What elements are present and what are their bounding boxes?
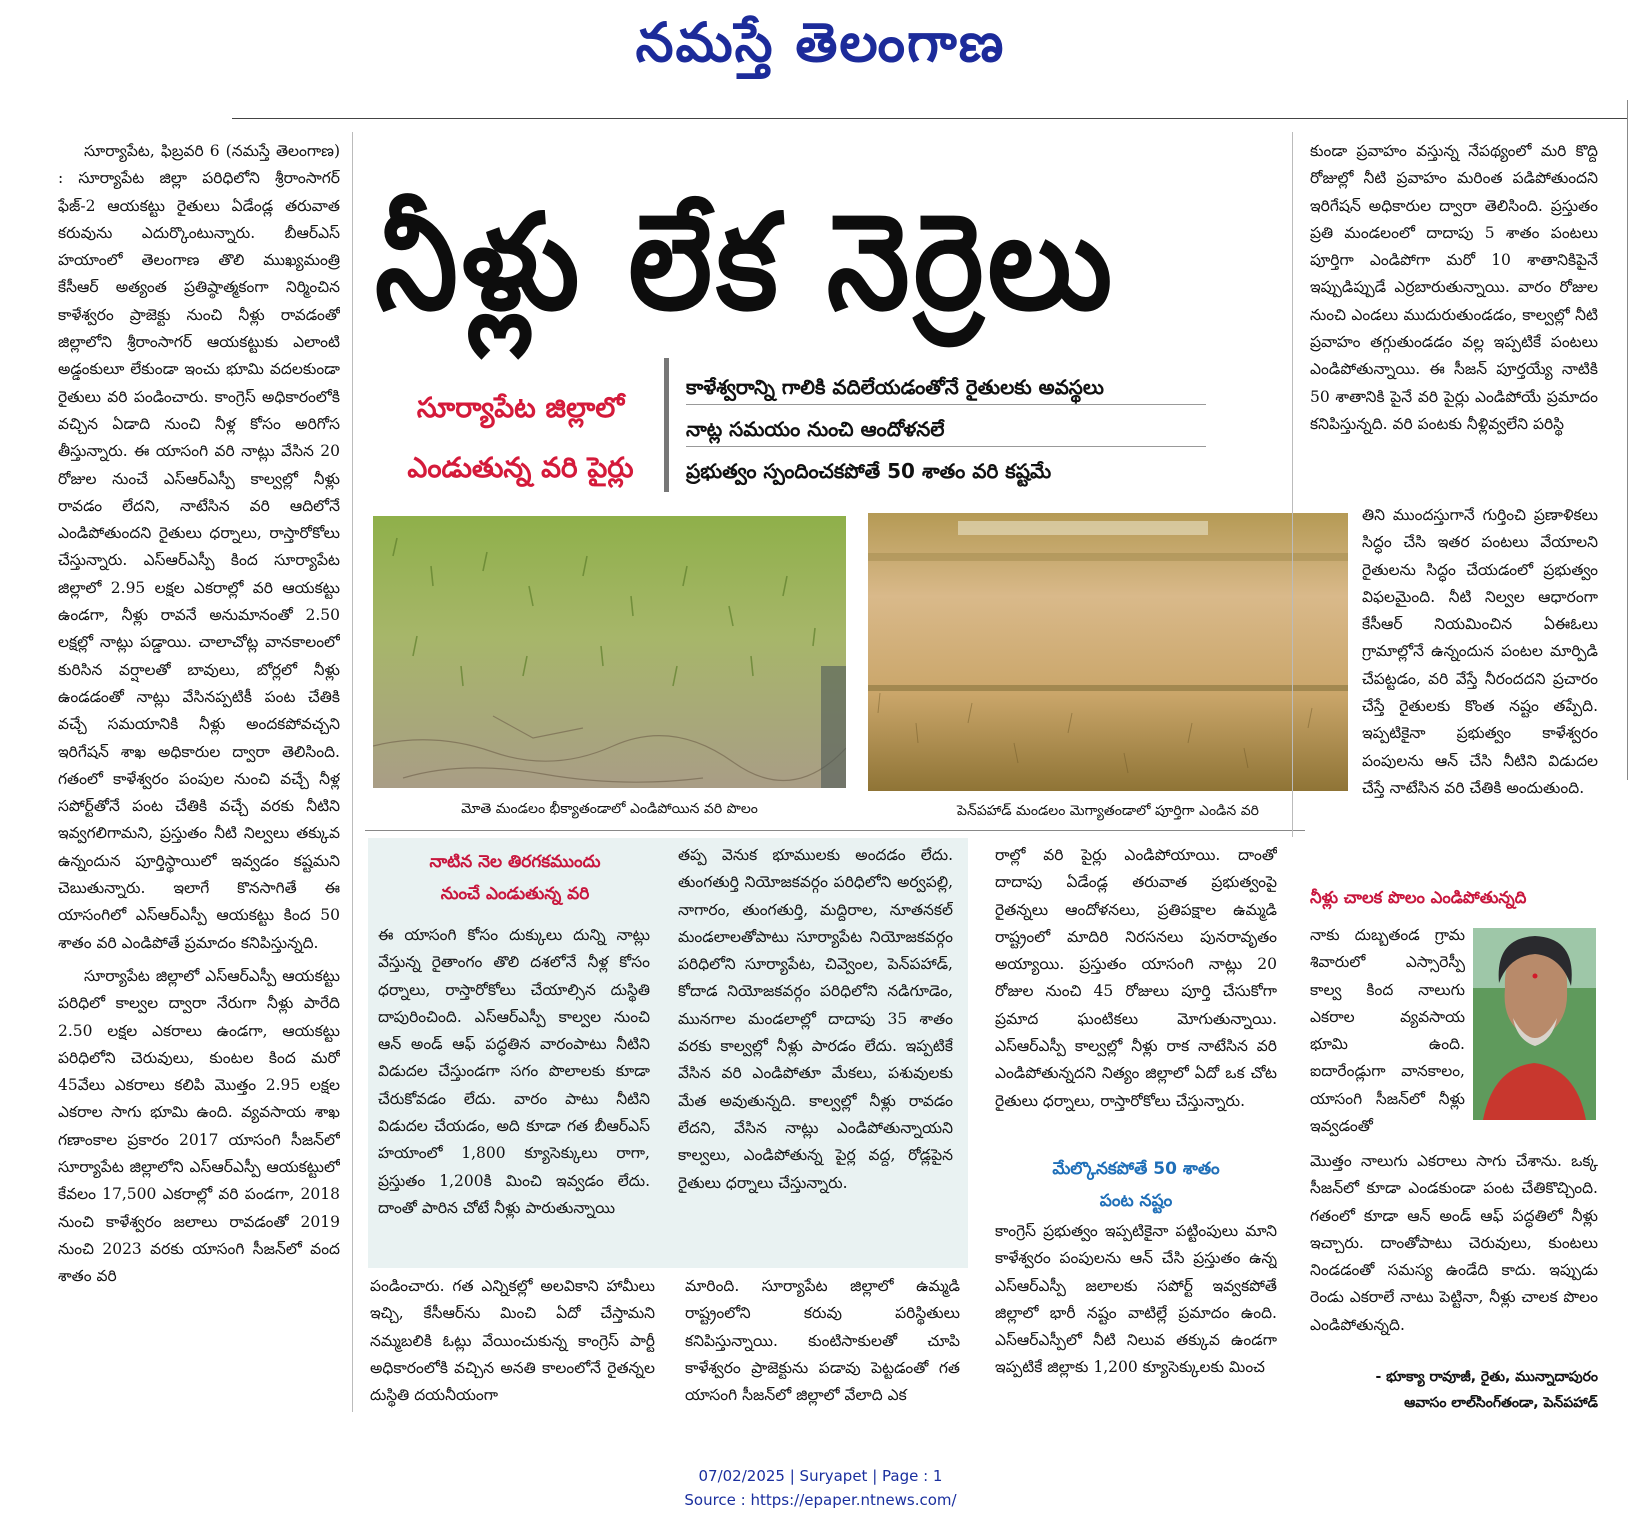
article-right-narrow-column: తిని ముందస్తుగానే గుర్తించి ప్రణాళికలు సిద్ధం చేసి ఇతర పంటలు వేయాలని రైతులను సిద్ధం చేయడంలో ప్రభుత్వం విఫలమైంది. నీటి నిల్వల ఆధారంగా కేసీఆర్ నియమించిన ఏఈఓలు గ్రామాల్లోనే ఉన్నందున పంటల మార్పిడి చేపట్టడం, వరి వేస్తే నీరందదని ప్రచారం చేస్తే రైతులకు కొంత నష్టం తప్పేది. ఇప్పటికైనా ప్రభుత్వం కాళేశ్వరం పంపులను ఆన్ చేసి నీటిని విడుదల చేస్తే నాటేసిన వరి చేతికి అందుతుంది. <box>1362 506 1598 797</box>
subhead-3: ప్రభుత్వం స్పందించకపోతే 50 శాతం వరి కష్టమే <box>686 459 1052 483</box>
box-heading <box>375 846 655 910</box>
farmer-portrait <box>1473 928 1596 1120</box>
box-heading-line-1: నాటిన నెల తిరగకముందు <box>429 852 601 872</box>
photo-rule <box>365 830 1305 831</box>
article-middle-column-2: తప్ప వెనుక భూములకు అందడం లేదు. తుంగతుర్తి నియోజకవర్గం పరిధిలోని అర్వపల్లి, నాగారం, తుంగతుర్తి, మద్దిరాల, నూతనకల్ మండలాలతోపాటు సూర్యాపేట నియోజకవర్గం పరిధిలోని సూర్యాపేట, చివ్వెంల, పెన్‌పహాడ్, కోదాడ నియోజకవర్గం పరిధిలోని నడిగూడెం, మునగాల మండలాల్లో దాదాపు 35 శాతం వరకు కాల్వల్లో నీళ్లు పారడం లేదు. ఇప్పటికే వేసిన వరి ఎండిపోతూ మేకలు, పశువులకు మేత అవుతున్నది. కాల్వల్లో నీళ్లు రావడం లేదని, వేసిన నాట్లు ఎండిపోతున్నాయని కాల్వలు, ఎండిపోతున్న పైర్ల వద్ద, రోడ్లపైన రైతులు ధర్నాలు చేస్తున్నారు. <box>678 846 953 1192</box>
article-paragraph: సూర్యాపేట, ఫిబ్రవరి 6 (నమస్తే తెలంగాణ) : సూర్యాపేట జిల్లా పరిధిలోని శ్రీరాంసాగర్ ఫేజ్-2 ఆయకట్టు రైతులు ఏడేండ్ల తరువాత కరువును ఎదుర్కొంటున్నారు. బీఆర్ఎస్ హయాంలో తెలంగాణ తొలి ముఖ్యమంత్రి కేసీఆర్ అత్యంత ప్రతిష్ఠాత్మకంగా నిర్మించిన కాళేశ్వరం ప్రాజెక్టు నుంచి నీళ్లు రావడంతో జిల్లాలోని శ్రీరాంసాగర్ ఆయకట్టుకు ఎలాంటి అడ్డంకులూ లేకుండా ఇంచు భూమి వదలకుండా రైతులు వరి పండించారు. కాంగ్రెస్ అధికారంలోకి వచ్చిన ఏడాది నుంచి నీళ్ల కోసం అరిగోస తీస్తున్నారు. ఈ యాసంగి వరి నాట్లు వేసిన 20 రోజుల నుంచే ఎస్ఆర్ఎస్పీ కాల్వల్లో నీళ్లు రావడం లేదని, నాటేసిన వరి ఆదిలోనే ఎండిపోతుందని రైతులు ధర్నాలు, రాస్తారోకోలు చేస్తున్నారు. ఎస్ఆర్ఎస్పీ కింద సూర్యాపేట జిల్లాలో 2.95 లక్షల ఎకరాల్లో వరి ఆయకట్టు ఉండగా, నీళ్లు రావనే అనుమానంతో 2.50 లక్షల్లో నాట్లు పడ్డాయి. చాలాచోట్ల వానకాలంలో కురిసిన వర్షాలతో బావులు, బోర్లలో నీళ్లు ఉండడంతో నాట్లు వేసినప్పటికీ పంట చేతికి వచ్చే సమయానికి నీళ్లు అందకపోవచ్చని ఇరిగేషన్ శాఖ అధికారుల ద్వారా తెలిసింది. గతంలో కాళేశ్వరం పంపుల నుంచి వచ్చే నీళ్ల సపోర్ట్‌తోనే పంట చేతికి వచ్చే వరకు నీటిని ఇవ్వగలిగామని, ప్రస్తుతం నీటి నిల్వలు తక్కువ ఉన్నందున పూర్తిస్థాయిలో ఇవ్వడం కష్టమని చెబుతున్నారు. ఇలాగే కొనసాగితే ఈ యాసంగిలో ఎస్ఆర్ఎస్పీ ఆయకట్టు కింద 50 శాతం వరి ఎండిపోతే ప్రమాదం కనిపిస్తున్నది. <box>58 142 340 952</box>
subhead-divider <box>664 358 669 492</box>
article-middle-column-3b: కాంగ్రెస్ ప్రభుత్వం ఇప్పటికైనా పట్టింపులు మాని కాళేశ్వరం పంపులను ఆన్ చేసి ప్రస్తుతం ఉన్న ఎస్ఆర్ఎస్పీ జలాలకు సపోర్ట్ ఇవ్వకపోతే జిల్లాలో భారీ నష్టం వాటిల్లే ప్రమాదం ఉంది. ఎస్ఆర్ఎస్పీలో నీటి నిలువ తక్కువ ఉండగా ఇప్పటికే జిల్లాకు 1,200 క్యూసెక్కులకు మించ <box>995 1222 1277 1377</box>
box-heading-line-2: నుంచే ఎండుతున్న వరి <box>440 884 590 904</box>
column-divider <box>1627 100 1628 780</box>
quote-signature <box>1290 1364 1598 1416</box>
article-bottom-column-2: మారింది. సూర్యాపేట జిల్లాలో ఉమ్మడి రాష్ట్రంలోని కరువు పరిస్థితులు కనిపిస్తున్నాయి. కుంటిసాకులతో చూపి కాళేశ్వరం ప్రాజెక్టును పడావు పెట్టడంతో గత యాసంగి సీజన్‌లో జిల్లాలో వేలాది ఎక <box>685 1277 960 1405</box>
quote-text-top: నాకు దుబ్బతండ గ్రామ శివారులో ఎస్సారెస్పీ కాల్వ కింద నాలుగు ఎకరాల వ్యవసాయ భూమి ఉంది. ఐదారేండ్లుగా వానకాలం, యాసంగి సీజన్‌లో నీళ్లు ఇవ్వడంతో <box>1310 926 1465 1136</box>
sub-heading-loss <box>995 1153 1277 1217</box>
kicker-line-2: ఎండుతున్న వరి పైర్లు <box>407 451 634 484</box>
masthead-rule <box>232 118 1627 119</box>
article-bottom-column-1: పండించారు. గత ఎన్నికల్లో అలవికాని హామీలు ఇచ్చి, కేసీఆర్‌ను మించి ఏదో చేస్తామని నమ్మబలికి ఓట్లు వేయించుకున్న కాంగ్రెస్ పార్టీ అధికారంలోకి వచ్చిన అనతి కాలంలోనే రైతన్నల దుస్థితి దయనీయంగా <box>370 1277 655 1405</box>
sub-heading-loss-line-1: మేల్కొనకపోతే 50 శాతం <box>1052 1159 1220 1179</box>
photo-dry-paddy-right <box>868 513 1348 791</box>
kicker-line-1: సూర్యాపేట జిల్లాలో <box>416 391 625 424</box>
signature-line-1: - భూక్యా రావూజీ, రైతు, మున్నాదాపురం <box>1375 1369 1598 1385</box>
photo-dry-paddy-left <box>373 516 846 788</box>
column-divider <box>1292 132 1293 837</box>
photo-caption-left: మోతె మండలం భీక్యాతండాలో ఎండిపోయిన వరి పొలం <box>461 801 758 817</box>
photo-caption-right: పెన్‌పహాడ్ మండలం మెగ్యాతండాలో పూర్తిగా ఎండిన వరి <box>957 803 1259 819</box>
kicker <box>378 378 663 498</box>
article-middle-column-1: ఈ యాసంగి కోసం దుక్కులు దున్ని నాట్లు వేస్తున్న రైతాంగం తొలి దశలోనే నీళ్ల కోసం ధర్నాలు, రాస్తారోకోలు చేయాల్సిన దుస్థితి దాపురించింది. ఎస్ఆర్ఎస్పీ కాల్వల నుంచి ఆన్ అండ్ ఆఫ్ పద్ధతిన వారంపాటు నీటిని విడుదల చేస్తుండగా సగం పొలాలకు కూడా చేరుకోవడం లేదు. వారం పాటు నీటిని విడుదల చేయడం, అది కూడా గత బీఆర్ఎస్ హయాంలో 1,800 క్యూసెక్కులు రాగా, ప్రస్తుతం 1,200కి మించి ఇవ్వడం లేదు. దాంతో పారిన చోటే నీళ్లు పారుతున్నాయి <box>378 926 650 1217</box>
article-left-column <box>58 138 340 1408</box>
headline: నీళ్లు లేక నెర్రెలు <box>375 184 1117 340</box>
article-right-column: కుండా ప్రవాహం వస్తున్న నేపథ్యంలో మరి కొద్ది రోజుల్లో నీటి ప్రవాహం మరింత పడిపోతుందని ఇరిగేషన్ అధికారుల ద్వారా తెలిసింది. ప్రస్తుతం ప్రతి మండలంలో దాదాపు 5 శాతం పంటలు పూర్తిగా ఎండిపోగా మరో 10 శాతానికిపైనే ఇప్పుడిప్పుడే ఎర్రబారుతున్నాయి. వారం రోజుల నుంచి ఎండలు ముదురుతుండడం, కాల్వల్లో నీటి ప్రవాహం తగ్గుతుండడం వల్ల ఇప్పటికే పంటలు ఎండిపోతున్నాయి. ఈ సీజన్ పూర్తయ్యే నాటికి 50 శాతానికి పైనే వరి పైర్లు ఎండిపోయే ప్రమాదం కనిపిస్తున్నది. వరి పంటకు నీళ్లివ్వలేని పరిస్థి <box>1310 142 1598 433</box>
sub-heading-loss-line-2: పంట నష్టం <box>1099 1191 1173 1211</box>
footer <box>0 1464 1641 1512</box>
footer-date-page: 07/02/2025 | Suryapet | Page : 1 <box>698 1467 943 1485</box>
column-divider <box>352 132 353 1412</box>
article-middle-column-3: రాల్లో వరి పైర్లు ఎండిపోయాయి. దాంతో దాదాపు ఏడేండ్ల తరువాత ప్రభుత్వంపై రైతన్నలు ఆందోళనలు, ప్రతిపక్షాల ఉమ్మడి రాష్ట్రంలో మాదిరి నిరసనలు పునరావృతం అయ్యాయి. ప్రస్తుతం యాసంగి నాట్లు 20 రోజుల నుంచి 45 రోజులు పూర్తి చేసుకోగా ప్రమాద ఘంటికలు మోగుతున్నాయి. ఎస్ఆర్ఎస్పీ కాల్వల్లో నీళ్లు రాక నాటేసిన వరి ఎండిపోతున్నదని నిత్యం జిల్లాలో ఏదో ఒక చోట రైతులు ధర్నాలు, రాస్తారోకోలు చేస్తున్నారు. <box>995 846 1277 1110</box>
quote-text-bottom: మొత్తం నాలుగు ఎకరాలు సాగు చేశాను. ఒక్క సీజన్‌లో కూడా ఎండకుండా పంట చేతికొచ్చింది. గతంలో కూడా ఆన్ అండ్ ఆఫ్ పద్ధతిలో నీళ్లు ఇచ్చారు. దాంతోపాటు చెరువులు, కుంటలు నిండడంతో సమస్య ఉండేది కాదు. ఇప్పుడు రెండు ఎకరాలే నాటు పెట్టినా, నీళ్లు చాలక పొలం ఎండిపోతున్నది. <box>1310 1152 1598 1334</box>
subhead-1: కాళేశ్వరాన్ని గాలికి వదిలేయడంతోనే రైతులకు అవస్థలు <box>686 370 1206 405</box>
quote-heading: నీళ్లు చాలక పొలం ఎండిపోతున్నది <box>1310 888 1527 907</box>
subhead-2: నాట్ల సమయం నుంచి ఆందోళనలే <box>686 412 1206 447</box>
article-paragraph: సూర్యాపేట జిల్లాలో ఎస్ఆర్ఎస్పీ ఆయకట్టు పరిధిలో కాల్వల ద్వారా నేరుగా నీళ్లు పారేది 2.50 లక్షల ఎకరాలు ఉండగా, ఆయకట్టు పరిధిలోని చెరువులు, కుంటల కింద మరో 45వేలు ఎకరాలు కలిపి మొత్తం 2.95 లక్షల ఎకరాల సాగు భూమి ఉంది. వ్యవసాయ శాఖ గణాంకాల ప్రకారం 2017 యాసంగి సీజన్‌లో సూర్యాపేట జిల్లాలోని ఎస్ఆర్ఎస్పీ ఆయకట్టులో కేవలం 17,500 ఎకరాల్లో వరి పండగా, 2018 నుంచి కాళేశ్వరం జలాలు రావడంతో 2019 నుంచి 2023 వరకు యాసంగి సీజన్‌లో వంద శాతం వరి <box>58 966 340 1286</box>
signature-line-2: ఆవాసం లాల్‌సింగ్‌తండా, పెన్‌పహాడ్ <box>1404 1395 1598 1411</box>
masthead-title: నమస్తే తెలంగాణ <box>635 11 1006 74</box>
footer-source: Source : https://epaper.ntnews.com/ <box>684 1491 957 1509</box>
